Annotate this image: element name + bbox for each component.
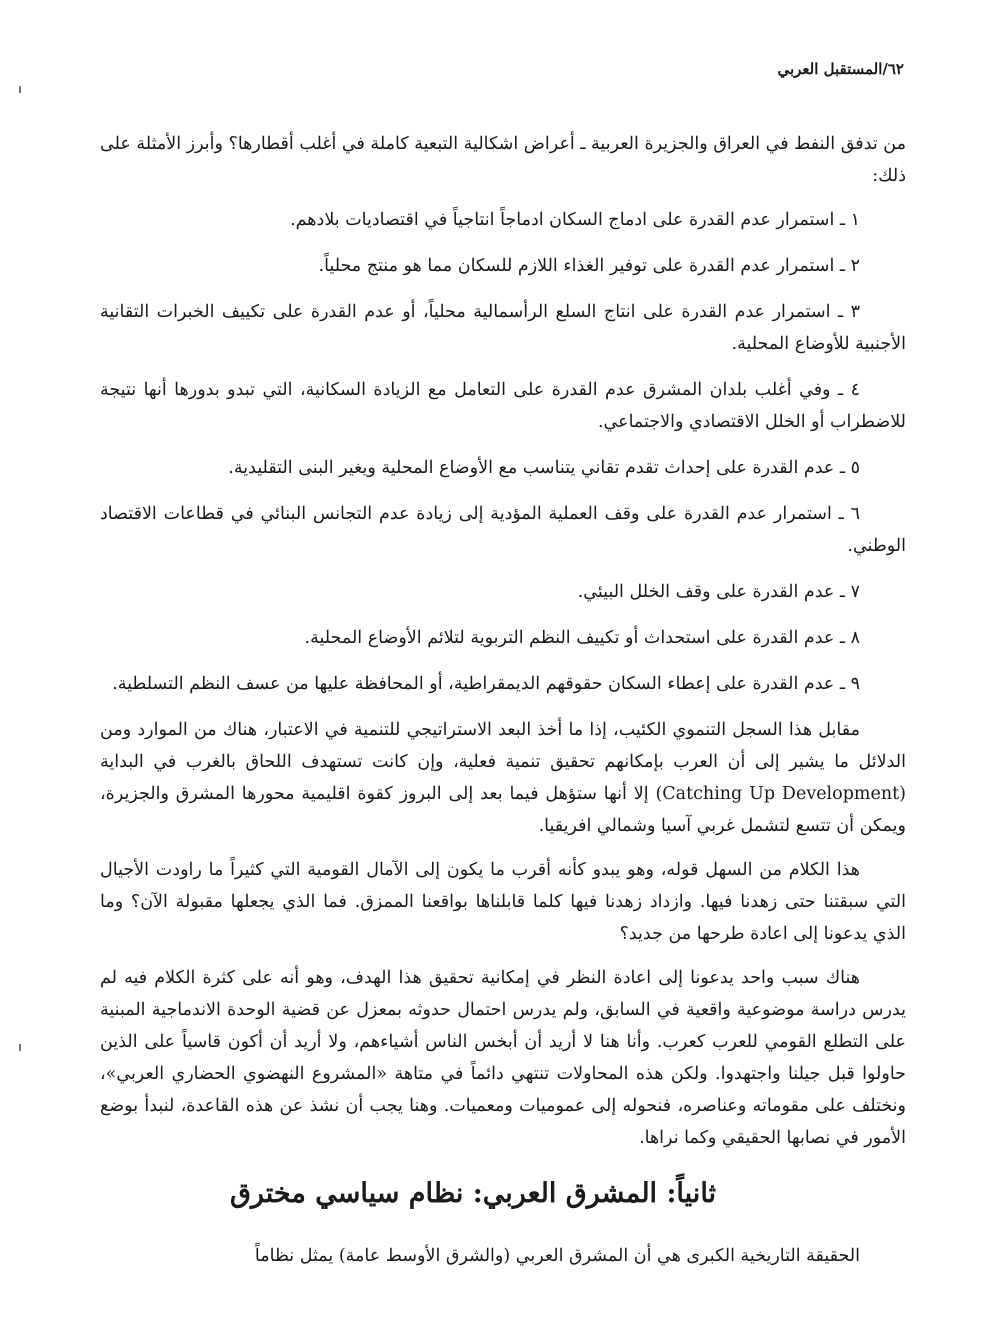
running-head: ٦٢/المستقبل العربي [777, 60, 904, 78]
list-item: ٧ ـ عدم القدرة على وقف الخلل البيئي. [577, 582, 860, 602]
closing-paragraph: الحقيقة التاريخية الكبرى هي أن المشرق العربي (والشرق الأوسط عامة) يمثل نظاماً [254, 1246, 860, 1266]
intro-paragraph: من تدفق النفط في العراق والجزيرة العربية ـ أعراض اشكالية التبعية كاملة في أغلب أقطارها؟ وأبرز الأمثلة على ذلك: [100, 134, 906, 186]
english-term: (Catching Up Development) [655, 784, 906, 804]
list-item: ٢ ـ استمرار عدم القدرة على توفير الغذاء اللازم للسكان مما هو منتج محلياً. [318, 256, 860, 276]
list-item: ٣ ـ استمرار عدم القدرة على انتاج السلع الرأسمالية محلياً، أو عدم القدرة على تكييف الخبرات التقانية الأجنبية للأوضاع المحلية. [100, 302, 906, 354]
list-item: ٨ ـ عدم القدرة على استحداث أو تكييف النظم التربوية لتلائم الأوضاع المحلية. [304, 628, 860, 648]
list-item: ٦ ـ استمرار عدم القدرة على وقف العملية المؤدية إلى زيادة عدم التجانس البنائي في قطاعات الاقتصاد الوطني. [100, 504, 906, 556]
paragraph-text: مقابل هذا السجل التنموي الكئيب، إذا ما أخذ البعد الاستراتيجي للتنمية في الاعتبار، هناك من الموارد ومن الدلائل ما يشير إلى أن العرب بإمكانهم تحقيق تنمية فعلية، وإن كانت تستهدف اللحاق بالغرب في البداية [100, 720, 906, 772]
section-heading: ثانياً: المشرق العربي: نظام سياسي مخترق [229, 1178, 717, 1209]
list-item: ٤ ـ وفي أغلب بلدان المشرق عدم القدرة على التعامل مع الزيادة السكانية، التي تبدو بدورها أنها نتيجة للاضطراب أو الخلل الاقتصادي والاجتماعي. [100, 380, 906, 432]
paragraph-text: إلا أنها ستؤهل فيما بعد إلى البروز كقوة اقليمية محورها المشرق والجزيرة، ويمكن أن تتسع لتشمل غربي آسيا وشمالي افريقيا. [100, 784, 906, 836]
list-item: ٥ ـ عدم القدرة على إحداث تقدم تقاني يتناسب مع الأوضاع المحلية ويغير البنى التقليدية. [228, 458, 860, 478]
body-text [100, 128, 906, 1284]
margin-mark [19, 86, 21, 93]
list-item: ١ ـ استمرار عدم القدرة على ادماج السكان ادماجاً انتاجياً في اقتصاديات بلادهم. [290, 210, 860, 230]
paragraph-reason: هناك سبب واحد يدعونا إلى اعادة النظر في إمكانية تحقيق هذا الهدف، وهو أنه على كثرة الكلام فيه لم يدرس دراسة موضوعية واقعية في السابق، ولم يدرس احتمال حدوثه بمعزل عن قضية الوحدة الاندماجية المبنية على التطلع القومي للعرب كعرب. وأنا هنا لا أريد أن أبخس الناس أشياءهم، ولا أريد أن أكون قاسياً على الذين حاولوا قبل جيلنا واجتهدوا. ولكن هذه المحاولات تنتهي دائماً في متاهة «المشروع النهضوي الحضاري العربي»، ونختلف على مقوماته وعناصره، فنحوله إلى عموميات ومعميات. وهنا يجب أن نشذ عن هذه القاعدة، لنبدأ بوضع الأمور في نصابها الحقيقي وكما نراها. [100, 968, 906, 1148]
paragraph-hopes: هذا الكلام من السهل قوله، وهو يبدو كأنه أقرب ما يكون إلى الآمال القومية التي كثيراً ما راودت الأجيال التي سبقتنا حتى زهدنا فيها. وازداد زهدنا فيها كلما قابلناها بواقعنا الممزق. فما الذي يجعلها مقبولة الآن؟ وما الذي يدعونا إلى اعادة طرحها من جديد؟ [100, 860, 906, 944]
margin-mark [19, 1044, 21, 1051]
paragraph-development [100, 714, 906, 842]
list-item: ٩ ـ عدم القدرة على إعطاء السكان حقوقهم الديمقراطية، أو المحافظة عليها من عسف النظم التسلطية. [112, 674, 860, 694]
